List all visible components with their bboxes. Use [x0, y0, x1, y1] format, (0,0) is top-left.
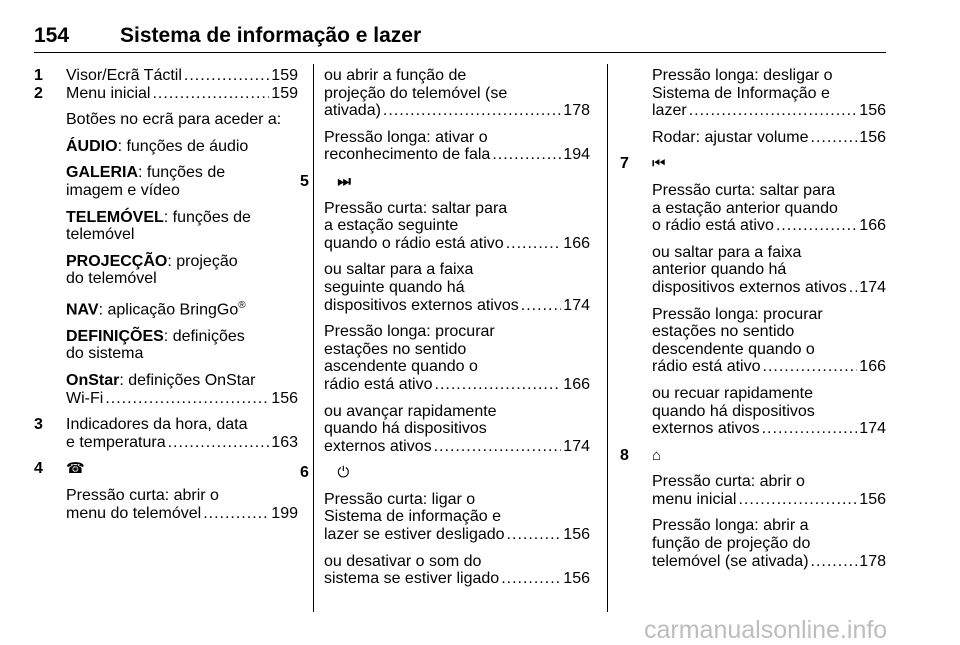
list-item: Pressão curta: saltar para a estação seguinte quando o rádio está ativo ..... 166: [324, 200, 590, 253]
list-item: ou desativar o som do sistema se estiver ligado ..... 156: [324, 553, 590, 588]
page-ref[interactable]: 199: [271, 504, 298, 522]
list-item: Pressão longa: desligar o Sistema de Informação e lazer ..... 156: [620, 67, 886, 120]
list-item: [34, 460, 298, 478]
list-item: Pressão longa: ativar o reconhecimento de fala ..... 194: [324, 129, 590, 164]
page-ref[interactable]: 166: [563, 375, 590, 393]
page-ref[interactable]: 174: [859, 420, 886, 438]
registered-mark: ®: [238, 299, 246, 311]
list-item: ÁUDIO: funções de áudio: [66, 137, 249, 155]
home-icon: ⌂: [652, 446, 662, 464]
column-1: [34, 67, 298, 522]
page-ref[interactable]: 166: [859, 358, 886, 376]
list-item: NAV: aplicação BringGo®: [66, 299, 246, 319]
page-number: 154: [34, 24, 70, 47]
item-number: 5: [300, 172, 309, 190]
page-ref[interactable]: 166: [563, 234, 590, 252]
list-item: TELEMÓVEL: funções de telemóvel: [66, 208, 251, 244]
page-ref[interactable]: 156: [271, 389, 298, 407]
term: OnStar: [66, 372, 120, 390]
term: DEFINIÇÕES: [66, 327, 164, 345]
list-item: [300, 173, 590, 191]
watermark: carmanualsonline.info: [644, 616, 888, 644]
item-number: 6: [300, 464, 309, 482]
term: NAV: [66, 301, 99, 319]
list-item: ou saltar para a faixa anterior quando há dispositivos externos ativos ..... 174: [620, 244, 886, 297]
page-title: Sistema de informação e lazer: [120, 24, 422, 47]
list-item: ou avançar rapidamente quando há dispositivos externos ativos ..... 174: [324, 403, 590, 456]
list-item: PROJECÇÃO: projeção do telemóvel: [66, 252, 238, 288]
term: PROJECÇÃO: [66, 252, 168, 270]
list-item: ou abrir a função de projeção do telemóvel (se ativada) ..... 178: [324, 67, 590, 120]
list-item: 3 Indicadores da hora, data e temperatura ..... 163: [34, 416, 298, 451]
page-header: [34, 20, 886, 53]
list-item: [300, 464, 590, 482]
page-ref[interactable]: 159: [271, 84, 298, 102]
power-icon: ⏻: [337, 464, 350, 482]
term: ÁUDIO: [66, 137, 118, 155]
list-item: Pressão curta: ligar o Sistema de informação e lazer se estiver desligado ..... 156: [324, 491, 590, 544]
list-item: Pressão longa: procurar estações no sentido descendente quando o rádio está ativo ..... 166: [620, 306, 886, 376]
list-item: [34, 67, 298, 85]
item-text: Menu inicial: [66, 84, 151, 102]
list-item: [34, 85, 298, 103]
page-ref[interactable]: 166: [859, 217, 886, 235]
skip-back-icon: ⏮: [652, 155, 666, 173]
page-ref[interactable]: 174: [859, 278, 886, 296]
list-item: ou recuar rapidamente quando há dispositivos externos ativos ..... 174: [620, 385, 886, 438]
term: TELEMÓVEL: [66, 208, 164, 226]
page-ref[interactable]: 178: [563, 102, 590, 120]
list-item: Pressão longa: procurar estações no sentido ascendente quando o rádio está ativo ..... 166: [324, 323, 590, 393]
list-item: Pressão curta: saltar para a estação anterior quando o rádio está ativo ..... 166: [620, 182, 886, 235]
page-ref[interactable]: 156: [859, 128, 886, 146]
item-number: 7: [620, 155, 629, 173]
list-item: DEFINIÇÕES: definições do sistema: [66, 327, 245, 363]
page-ref[interactable]: 194: [563, 146, 590, 164]
page-ref[interactable]: 174: [563, 296, 590, 314]
item-number: 8: [620, 446, 629, 464]
page-ref[interactable]: 163: [271, 433, 298, 451]
phone-icon: ☎: [66, 460, 85, 478]
page-ref[interactable]: 159: [271, 67, 298, 84]
item-number: 2: [34, 84, 43, 102]
page-ref[interactable]: 156: [859, 490, 886, 508]
column-3: [620, 67, 886, 570]
list-item: [620, 447, 886, 465]
term: GALERIA: [66, 164, 138, 182]
page-ref[interactable]: 156: [563, 570, 590, 588]
column-divider: [313, 64, 314, 612]
column-2: [300, 67, 590, 588]
list-item: Pressão curta: abrir o menu inicial ..... 156: [620, 473, 886, 508]
list-item: ou saltar para a faixa seguinte quando há dispositivos externos ativos ..... 174: [324, 261, 590, 314]
page-ref[interactable]: 178: [859, 552, 886, 570]
item-number: 4: [34, 460, 43, 478]
list-item: GALERIA: funções de imagem e vídeo: [66, 164, 226, 199]
item-number: 1: [34, 67, 43, 84]
page-ref[interactable]: 156: [859, 102, 886, 120]
list-item: [620, 155, 886, 173]
page-ref[interactable]: 156: [563, 526, 590, 544]
column-divider: [607, 64, 608, 612]
item-number: 3: [34, 416, 43, 434]
item-text: Visor/Ecrã Táctil: [66, 67, 182, 84]
list-item: Rodar: ajustar volume ..... 156: [620, 129, 886, 147]
list-item: Pressão curta: abrir o menu do telemóvel ..... 199: [34, 487, 298, 522]
list-item: Pressão longa: abrir a função de projeção do telemóvel (se ativada) ..... 178: [620, 517, 886, 570]
skip-forward-icon: ⏭: [337, 172, 351, 190]
page-ref[interactable]: 174: [563, 437, 590, 455]
intro-text: Botões no ecrã para aceder a:: [66, 111, 282, 129]
list-item: OnStar: definições OnStar Wi-Fi ..... 156: [34, 372, 298, 407]
